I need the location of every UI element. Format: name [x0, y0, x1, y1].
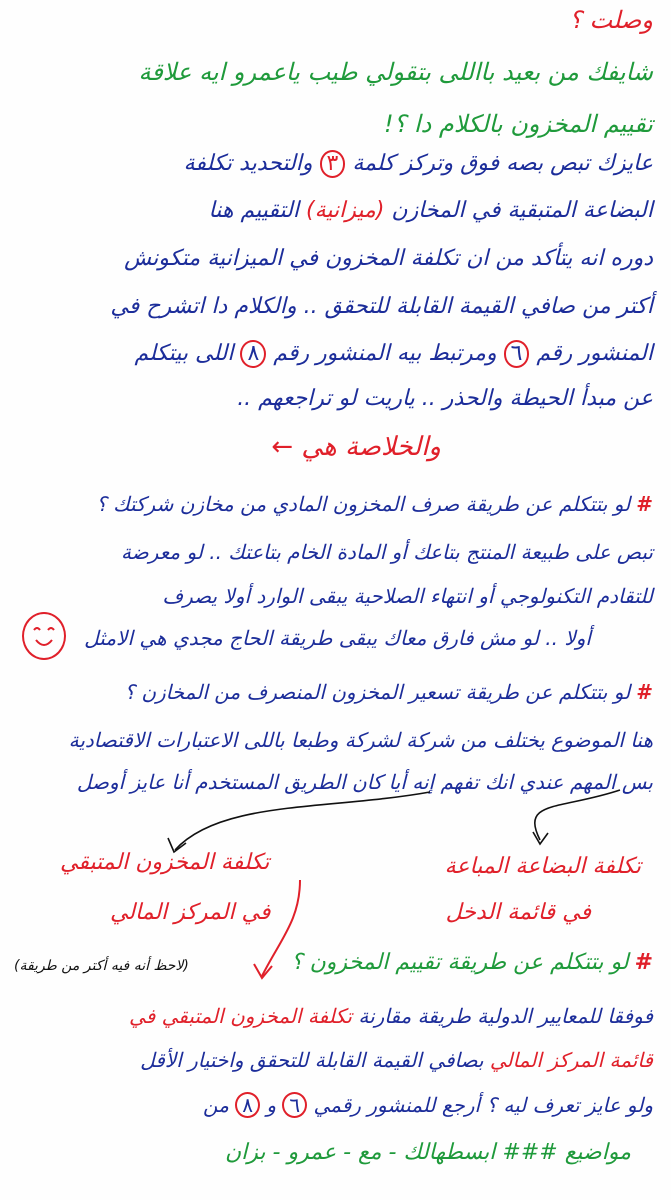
- bullet-2-line-2: بس المهم عندي انك تفهم إنه أيا كان الطريق المستخدم أنا عايز أوصل: [76, 770, 653, 794]
- text-part: ومرتبط بيه المنشور رقم: [273, 341, 497, 366]
- paragraph-line-6: عن مبدأ الحيطة والحذر .. ياريت لو تراجعهم ..: [237, 386, 653, 411]
- text-part: ولو عايز تعرف ليه ؟ أرجع للمنشور رقمي: [313, 1093, 653, 1117]
- question-line-2: تقييم المخزون بالكلام دا ؟!: [383, 110, 653, 138]
- hash-star-icon: #: [636, 680, 653, 704]
- text-part: عايزك تبص بصه فوق وتركز كلمة: [352, 151, 653, 176]
- bullet-heading-2: [124, 680, 653, 704]
- text-part: التقييم هنا: [208, 198, 299, 223]
- circled-number: ٦: [504, 340, 530, 368]
- hash-star-icon: #: [636, 492, 653, 516]
- box-left-line-2: في المركز المالي: [110, 900, 271, 925]
- text-part: لو بتتكلم عن طريقة صرف المخزون المادي من مخازن شركتك ؟: [96, 492, 631, 516]
- box-left-line-1: تكلفة المخزون المتبقي: [60, 850, 270, 875]
- text-part: من: [202, 1093, 229, 1117]
- heading-wasalt: وصلت ؟: [569, 6, 653, 34]
- bullet-heading-3: [291, 950, 653, 975]
- bullet-3-line-1: [129, 1004, 653, 1028]
- paragraph-line-1: [184, 150, 653, 178]
- text-part: و: [266, 1093, 277, 1117]
- circled-number: ٦: [282, 1092, 307, 1118]
- text-part: فوفقا للمعايير الدولية طريقة مقارنة: [358, 1004, 653, 1028]
- highlight-word: (ميزانية): [306, 198, 385, 223]
- question-line-1: شايفك من بعيد بااللى بتقولي طيب ياعمرو ايه علاقة: [138, 58, 653, 86]
- circled-number: ٣: [320, 150, 346, 178]
- side-note: (لاحظ أنه فيه أكتر من طريقة): [14, 958, 189, 974]
- circled-number: ٨: [235, 1092, 260, 1118]
- text-part: لو بتتكلم عن طريقة تقييم المخزون ؟: [290, 950, 629, 975]
- bullet-3-line-2: [140, 1048, 653, 1072]
- text-part: اللى بيتكلم: [134, 341, 234, 366]
- bullet-1-line-3: أولا .. لو مش فارق معاك يبقى طريقة الحاج مجدي هي الامثل: [84, 626, 591, 650]
- paragraph-line-5: [135, 340, 653, 368]
- circled-number: ٨: [240, 340, 266, 368]
- bullet-3-line-3: [203, 1092, 653, 1118]
- text-part: قائمة المركز المالي: [489, 1048, 653, 1072]
- summary-heading: والخلاصة هي ←: [271, 432, 441, 462]
- text-part: لو بتتكلم عن طريقة تسعير المخزون المنصرف من المخازن ؟: [124, 680, 631, 704]
- paragraph-line-3: دوره انه يتأكد من ان تكلفة المخزون في الميزانية متكونش: [124, 246, 653, 271]
- paragraph-line-2: [209, 198, 653, 223]
- text-part: والتحديد تكلفة: [183, 151, 313, 176]
- bullet-2-line-1: هنا الموضوع يختلف من شركة لشركة وطبعا باللى الاعتبارات الاقتصادية: [68, 728, 653, 752]
- text-part: بصافي القيمة القابلة للتحقق واختيار الأقل: [140, 1048, 484, 1072]
- bullet-1-line-2: للتقادم التكنولوجي أو انتهاء الصلاحية يبقى الوارد أولا يصرف: [162, 584, 653, 608]
- text-part: المنشور رقم: [536, 341, 653, 366]
- paragraph-line-4: أكتر من صافي القيمة القابلة للتحقق .. والكلام دا اتشرح في: [110, 294, 653, 319]
- smiley-face-icon: [22, 612, 66, 660]
- text-part: تكلفة المخزون المتبقي في: [129, 1004, 352, 1028]
- signature-line: مواضيع ### ابسطهالك - مع - عمرو - بزان: [225, 1140, 631, 1165]
- box-right-line-2: في قائمة الدخل: [445, 900, 591, 925]
- bullet-heading-1: [96, 492, 653, 516]
- text-part: البضاعة المتبقية في المخازن: [391, 198, 653, 223]
- box-right-line-1: تكلفة البضاعة المباعة: [444, 854, 641, 879]
- bullet-1-line-1: تبص على طبيعة المنتج بتاعك أو المادة الخام بتاعتك .. لو معرضة: [120, 540, 653, 564]
- hash-star-icon: #: [634, 950, 653, 975]
